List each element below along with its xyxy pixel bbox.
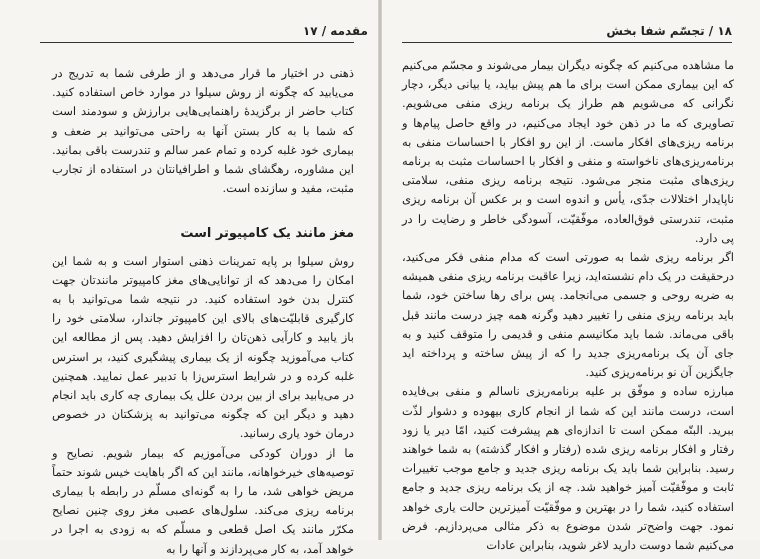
right-paragraph: مبارزه ساده و موفّق بر علیه برنامه‌ریزی ناسالم و منفی بی‌فایده است، درست مانند این که شما از انجام کاری بیهوده و دشوار لذّت ببرید. البتّه ممکن است تا اندازه‌ای هم پیشرفت کنید، امّا دیر یا زود رفتار و افکار برنامه ریزی شده (رفتار و افکار گذشته) به شما خواهند رسید. بنابراین شما باید یک برنامه ریزی جدید و جامع موجب تغییرات ثابت و موفّقیّت آمیز خواهید شد. چه از یک برنامه ریزی جدید و جامع استفاده کنید، شما را در بهترین و موفّقیّت آمیزترین حالت یاری خواهد نمود. جهت واضح‌تر شدن موضوع به ذکر مثالی می‌پردازیم. فرض می‌کنیم شما دوست دارید لاغر شوید، بنابراین عادات [402,384,734,553]
section-paragraph: روش سیلوا بر پایه تمرینات ذهنی استوار است و به شما این امکان را می‌دهد که از توانایی‌های مغز کامپیوتر مانندتان جهت کنترل بدن خود استفاده کنید. در نتیجه شما می‌توانید با به کارگیری قابلیّت‌های بالای این کامپیوتر جاندار، سلامتی خود را باز یابید و کارآیی ذهن‌تان را افزایش دهید. پس از مطالعه این کتاب می‌آموزید چگونه از یک بیماری پیشگیری کنید، بر استرس غلبه کرده و در شرایط استرس‌زا با تدبیر عمل نمایید. همچنین در می‌یابید برای از بین بردن علل یک بیماری چه کاری باید انجام دهید و دیگر این که چگونه می‌توانید به پزشکتان در خصوص درمان خود یاری رسانید. [52,253,354,441]
left-intro-paragraph: ذهنی در اختیار ما قرار می‌دهد و از طرفی شما به تدریج در می‌یابید که چگونه از روش سیلوا در موارد خاص استفاده کنید. کتاب حاضر از برگزیدهٔ راهنمایی‌هایی برارزش و سودمند است که شما با به کار بستن آنها به راحتی می‌توانید بر ضعف و بیماری خود غلبه کرده و تمام عمر سالم و تندرست باقی بمانید. این مشاوره، رهگشای شما و اطرافیانتان در استفاده از تجارب مثبت، مفید و سازنده است. [52,66,354,196]
right-page-body [402,56,734,555]
section-heading: مغز مانند یک کامپیوتر است [180,226,354,242]
right-page [380,0,760,553]
right-page-header: ۱۸ / تجسّم شفا بخش [606,24,732,38]
right-paragraph: اگر برنامه ریزی شما به صورتی است که مدام منفی فکر می‌کنید، درحقیقت در یک دام نشسته‌اید، زیرا عاقبت برنامه ریزی منفی همیشه به ضربه روحی و جسمی می‌انجامد. پس برای رها ساختن خود، شما باید برنامه ریزی منفی را تغییر دهید وگرنه همه چیز درست مانند قبل باقی می‌ماند. شما باید مکانیسم منفی و قدیمی را متوقف کنید و به جای آن یک برنامه‌ریزی جدید را که از پیش ساخته و پرداخته اید جایگزین آن نو برنامه‌ریزی کنید. [402,250,734,380]
left-page-header: مقدمه / ۱۷ [302,24,368,38]
left-page [0,0,380,556]
left-page-body [52,64,354,559]
left-header-rule [40,42,354,43]
right-paragraph: ما مشاهده می‌کنیم که چگونه دیگران بیمار می‌شوند و مجسّم می‌کنیم که این بیماری ممکن است برای ما هم پیش بیاید، یا بیانی دیگر، دچار نگرانی که می‌شویم هم طراز یک برنامه ریزی منفی می‌شویم. تصاویری که ما در ذهن خود ایجاد می‌کنیم، در واقع حاصل پیام‌ها و برنامه ریزی‌های افکار ماست. از این رو افکار با احساسات منفی به برنامه‌ریزی‌های ناخواسته و منفی و افکار با احساسات مثبت به برنامه ریزی‌های مثبت منجر می‌شود. نتیجه برنامه ریزی منفی، سلامتی ناپایدار اختلالات جدّی، یأس و اندوه است و بر عکس آن برنامه ریزی مثبت، تندرستی فوق‌العاده، موفّقیّت، آسودگی خاطر و رضایت را در پی دارد. [402,58,734,245]
right-header-rule [402,42,732,43]
section-paragraph: ما از دوران کودکی می‌آموزیم که بیمار شویم. نصایح و توصیه‌های خیرخواهانه، مانند این که اگر باهایت خیس شوند حتماً مریض خواهی شد، ما را به گونه‌ای مسلّم در رابطه با بیماری برنامه ریزی می‌کند. سلول‌های عصبی مغز روی چنین نصایح مکرّر مانند یک اصل قطعی و مسلّم که به زودی به اجرا در خواهد آمد، به کار می‌پردازند و آنها را به [52,445,354,556]
